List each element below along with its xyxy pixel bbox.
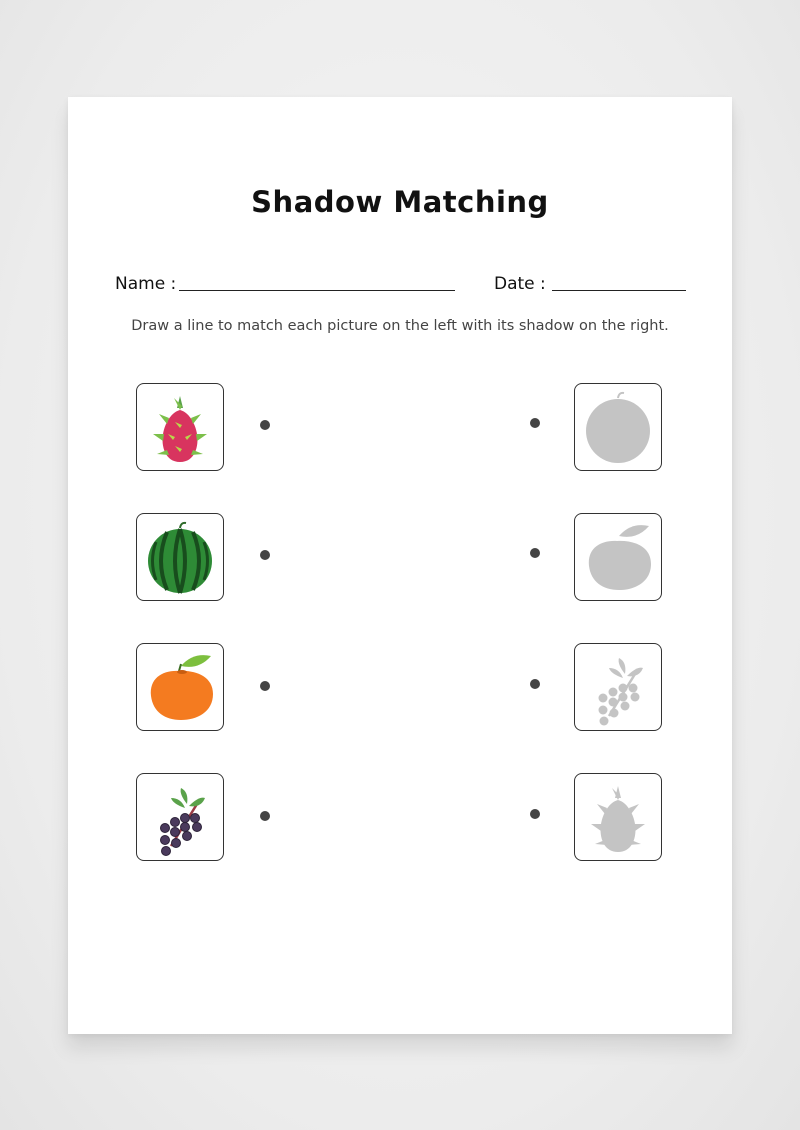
shadow-box-watermelon (574, 383, 662, 471)
match-dot-left-3[interactable] (260, 681, 270, 691)
picture-box-grapes (136, 773, 224, 861)
match-dot-right-3[interactable] (530, 679, 540, 689)
dragon-fruit-icon (137, 384, 222, 469)
match-dot-right-1[interactable] (530, 418, 540, 428)
orange-icon (137, 644, 222, 729)
worksheet-title: Shadow Matching (251, 185, 549, 219)
match-dot-right-2[interactable] (530, 548, 540, 558)
name-label: Name : (115, 274, 177, 294)
picture-box-dragon-fruit (136, 383, 224, 471)
instructions-text: Draw a line to match each picture on the left with its shadow on the right. (131, 318, 669, 334)
grapes-shadow-icon (575, 644, 660, 729)
match-dot-left-4[interactable] (260, 811, 270, 821)
watermelon-shadow-icon (575, 384, 660, 469)
match-dot-right-4[interactable] (530, 809, 540, 819)
shadow-box-grapes (574, 643, 662, 731)
watermelon-icon (137, 514, 222, 599)
grapes-icon (137, 774, 222, 859)
dragon-fruit-shadow-icon (575, 774, 660, 859)
match-dot-left-2[interactable] (260, 550, 270, 560)
orange-shadow-icon (575, 514, 660, 599)
shadow-box-orange (574, 513, 662, 601)
shadow-box-dragon-fruit (574, 773, 662, 861)
name-field-line[interactable] (179, 290, 455, 291)
worksheet-page (68, 97, 732, 1034)
date-label: Date : (494, 274, 546, 294)
date-field-line[interactable] (552, 290, 686, 291)
picture-box-orange (136, 643, 224, 731)
match-dot-left-1[interactable] (260, 420, 270, 430)
picture-box-watermelon (136, 513, 224, 601)
